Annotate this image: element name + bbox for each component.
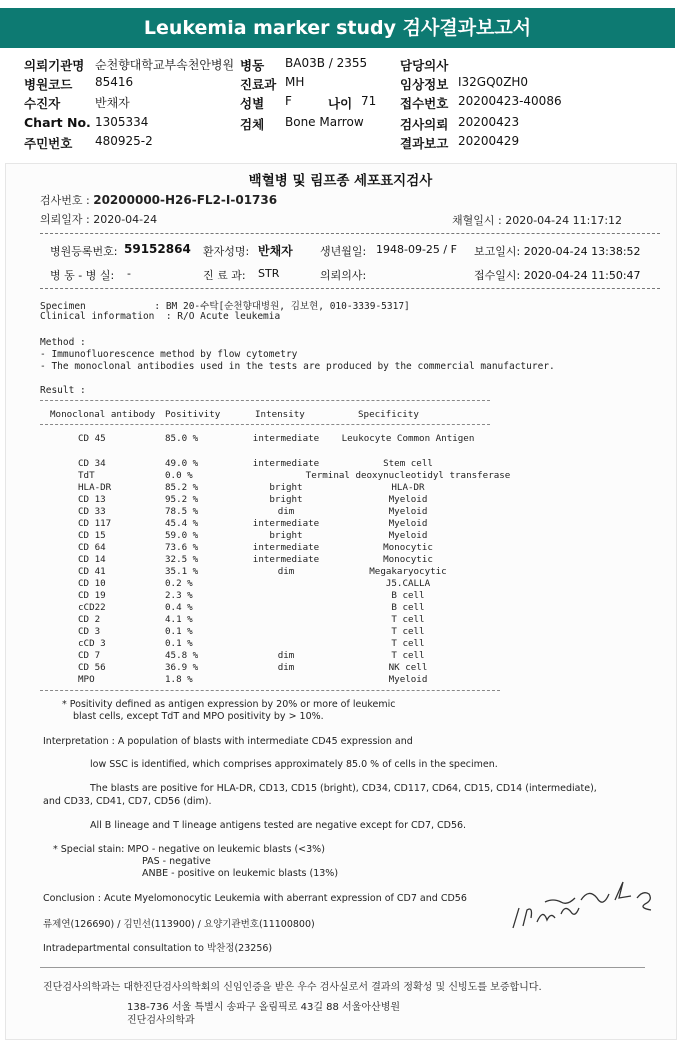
marker-intensity: intermediate [252,554,320,565]
result-table-header [0,409,681,421]
col-antibody: Monoclonal antibody [50,409,156,420]
marker-intensity: intermediate [252,458,320,469]
special-stain-1: * Special stain: MPO - negative on leukemic blasts (<3%) [53,844,325,855]
marker-positivity: 85.2 % [165,482,199,493]
marker-antibody: CD 10 [78,578,106,589]
header-value: F [285,94,292,108]
marker-positivity: 45.4 % [165,518,199,529]
request-date: 의뢰일자 : 2020-04-24 [40,213,158,226]
marker-row [0,530,681,542]
divider [40,424,490,425]
marker-intensity: intermediate [252,433,320,444]
header-label: 병동 [240,58,265,73]
marker-positivity: 4.1 % [165,614,193,625]
marker-positivity: 36.9 % [165,662,199,673]
interpretation-3: The blasts are positive for HLA-DR, CD13, CD15 (bright), CD34, CD117, CD64, CD15, CD14 (intermediate), [90,783,597,794]
header-value: 반채자 [95,96,130,110]
marker-antibody: HLA-DR [78,482,112,493]
header-label: 수진자 [24,96,61,111]
marker-antibody: CD 14 [78,554,106,565]
header-value: 1305334 [95,115,149,129]
marker-row [0,518,681,530]
marker-antibody: CD 41 [78,566,106,577]
method-title: Method : [40,337,86,348]
header-label: 담당의사 [400,58,449,73]
collect-date: 채혈일시 : 2020-04-24 11:17:12 [452,214,623,227]
header-label: 주민번호 [24,136,73,151]
result-label: Result : [40,385,86,396]
col-positivity: Positivity [165,409,221,420]
reg-label: 병원등록번호: [50,245,118,258]
marker-row [0,638,681,650]
marker-positivity: 0.1 % [165,626,193,637]
interpretation-1: Interpretation : A population of blasts with intermediate CD45 expression and [43,736,413,747]
marker-positivity: 35.1 % [165,566,199,577]
marker-intensity: bright [269,482,303,493]
exam-number-value: 20200000-H26-FL2-I-01736 [93,193,278,207]
marker-row [0,566,681,578]
marker-antibody: CD 117 [78,518,112,529]
marker-intensity: dim [277,566,295,577]
marker-row [0,470,681,482]
header-label: 결과보고 [400,136,449,151]
marker-row [0,554,681,566]
special-stain-3: ANBE - positive on leukemic blasts (13%) [142,868,339,879]
marker-positivity: 32.5 % [165,554,199,565]
marker-antibody: cCD 3 [78,638,106,649]
marker-intensity: intermediate [252,542,320,553]
marker-row [0,433,681,445]
marker-antibody: cCD22 [78,602,106,613]
header-value: 순천향대학교부속천안병원 [95,58,235,72]
header-row-5 [0,134,681,152]
marker-positivity: 45.8 % [165,650,199,661]
header-label: 성별 [240,96,265,111]
exam-number [40,192,277,208]
header-row-2 [0,75,681,93]
dept-value: STR [258,267,280,280]
header-row-3 [0,94,681,112]
header-value: MH [285,75,305,89]
interpretation-5: All B lineage and T lineage antigens tested are negative except for CD7, CD56. [90,820,467,831]
conclusion: Conclusion : Acute Myelomonocytic Leukemia with aberrant expression of CD7 and CD56 [43,893,467,904]
header-value: 71 [361,94,377,108]
marker-specificity: HLA-DR [391,482,425,493]
marker-row [0,590,681,602]
header-label: 접수번호 [400,96,449,111]
ward-value: - [127,267,131,280]
marker-antibody: MPO [78,674,95,685]
marker-intensity: dim [277,650,295,661]
header-label: 검사의뢰 [400,117,449,132]
marker-specificity: Monocytic [383,542,433,553]
marker-positivity: 73.6 % [165,542,199,553]
method-line: - Immunofluorescence method by flow cytometry [40,349,298,360]
divider [40,400,490,401]
reg-value: 59152864 [124,242,191,256]
marker-positivity: 78.5 % [165,506,199,517]
marker-specificity: Stem cell [383,458,433,469]
birth-value: 1948-09-25 / F [376,243,457,256]
marker-specificity: Megakaryocytic [369,566,447,577]
marker-antibody: CD 19 [78,590,106,601]
marker-antibody: CD 64 [78,542,106,553]
patient-name-label: 환자성명: [203,245,250,258]
patient-info-box [40,233,660,289]
header-value: BA03B / 2355 [285,56,368,70]
handwritten-signature [505,868,665,938]
marker-intensity: dim [277,662,295,673]
marker-row [0,626,681,638]
method-line: - The monoclonal antibodies used in the tests are produced by the commercial manufacturer. [40,361,555,372]
marker-antibody: CD 13 [78,494,106,505]
marker-intensity: intermediate [252,518,320,529]
staff-line: 류제연(126690) / 김민선(113900) / 요양기관번호(11100800) [43,919,315,930]
birth-label: 생년월일: [320,245,367,258]
patient-name-value: 반채자 [258,244,293,258]
header-row-1 [0,56,681,74]
marker-antibody: CD 56 [78,662,106,673]
header-label: 진료과 [240,77,277,92]
marker-positivity: 85.0 % [165,433,199,444]
marker-positivity: 1.8 % [165,674,193,685]
header-label: 임상정보 [400,77,449,92]
footer-divider [40,967,645,968]
header-value: I32GQ0ZH0 [458,75,529,89]
marker-antibody: CD 2 [78,614,101,625]
header-value: 20200429 [458,134,520,148]
header-label: 병원코드 [24,77,73,92]
report-title: 백혈병 및 림프종 세포표지검사 [248,173,433,189]
marker-antibody: CD 3 [78,626,101,637]
header-value: 20200423 [458,115,520,129]
special-stain-2: PAS - negative [142,856,211,867]
marker-specificity: NK cell [388,662,428,673]
header-label: Chart No. [24,115,91,130]
marker-row [0,578,681,590]
marker-positivity: 0.1 % [165,638,193,649]
marker-positivity: 2.3 % [165,590,193,601]
col-intensity: Intensity [255,409,305,420]
marker-specificity: Monocytic [383,554,433,565]
marker-specificity: Myeloid [388,530,428,541]
ward-label: 병 동 - 병 실: [50,269,115,282]
marker-specificity: T cell [391,626,425,637]
department-line: 진단검사의학과 [127,1015,195,1026]
marker-antibody: CD 34 [78,458,106,469]
header-value: 480925-2 [95,134,153,148]
accreditation-note: 진단검사의학과는 대한진단검사의학회의 신임인증을 받은 우수 검사실로서 결과의 정확성 및 신빙도를 보증합니다. [43,982,542,993]
divider [40,690,500,691]
marker-row [0,650,681,662]
col-specificity: Specificity [358,409,419,420]
header-label: 의뢰기관명 [24,58,85,73]
marker-row [0,674,681,686]
clinical-info-line: Clinical information : R/O Acute leukemia [40,311,281,322]
marker-positivity: 0.4 % [165,602,193,613]
doctor-label: 의뢰의사: [320,269,367,282]
marker-row [0,458,681,470]
header-value: 85416 [95,75,134,89]
marker-row [0,602,681,614]
marker-row [0,542,681,554]
header-label: 나이 [328,96,353,111]
marker-antibody: CD 15 [78,530,106,541]
header-label: 검체 [240,117,265,132]
positivity-note: * Positivity defined as antigen expression by 20% or more of leukemic [62,699,396,710]
marker-row [0,506,681,518]
marker-specificity: T cell [391,638,425,649]
consultation-line: Intradepartmental consultation to 박찬정(23256) [43,943,273,954]
marker-row [0,662,681,674]
marker-positivity: 49.0 % [165,458,199,469]
marker-specificity: Leukocyte Common Antigen [341,433,475,444]
positivity-note-2: blast cells, except TdT and MPO positivity by > 10%. [73,711,324,722]
receipt-time: 접수일시: 2020-04-24 11:50:47 [474,269,641,282]
address-line: 138-736 서울 특별시 송파구 올림픽로 43길 88 서울아산병원 [127,1002,401,1013]
marker-antibody: TdT [78,470,95,481]
marker-intensity: bright [269,494,303,505]
exam-number-label: 검사번호 : [40,194,90,207]
marker-antibody: CD 45 [78,433,106,444]
marker-specificity: Myeloid [388,674,428,685]
marker-specificity: Myeloid [388,518,428,529]
dept-label: 진 료 과: [203,269,246,282]
header-row-4 [0,115,681,133]
marker-antibody: CD 7 [78,650,101,661]
header-value: Bone Marrow [285,115,364,129]
specimen-line: Specimen : BM 20-수탁[순천향대병원, 김보현, 010-3339-5317] [40,301,410,312]
marker-positivity: 95.2 % [165,494,199,505]
marker-antibody: CD 33 [78,506,106,517]
marker-specificity: T cell [391,650,425,661]
marker-intensity: dim [277,506,295,517]
interpretation-4: and CD33, CD41, CD7, CD56 (dim). [43,796,212,807]
marker-row [0,482,681,494]
interpretation-2: low SSC is identified, which comprises approximately 85.0 % of cells in the specimen. [90,759,498,770]
marker-specificity: Myeloid [388,506,428,517]
marker-row [0,614,681,626]
marker-row [0,494,681,506]
marker-specificity: B cell [391,602,425,613]
marker-positivity: 0.2 % [165,578,193,589]
marker-specificity: Myeloid [388,494,428,505]
marker-specificity: B cell [391,590,425,601]
marker-positivity: 0.0 % [165,470,193,481]
marker-positivity: 59.0 % [165,530,199,541]
patient-header [0,55,681,165]
header-value: 20200423-40086 [458,94,562,108]
marker-specificity: Terminal deoxynucleotidyl transferase [305,470,511,481]
marker-specificity: T cell [391,614,425,625]
marker-intensity: bright [269,530,303,541]
report-time: 보고일시: 2020-04-24 13:38:52 [474,245,641,258]
marker-specificity: J5.CALLA [385,578,431,589]
report-banner: Leukemia marker study 검사결과보고서 [0,8,675,48]
